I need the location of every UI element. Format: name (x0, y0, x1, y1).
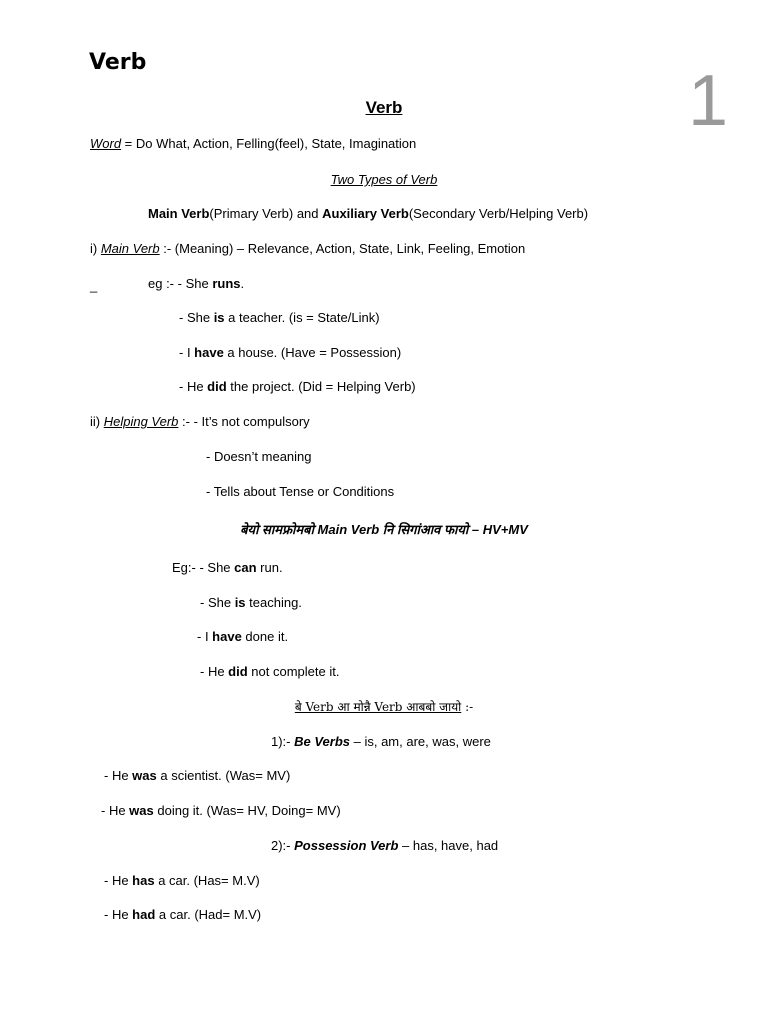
hv-example-3 (197, 629, 288, 645)
example-text: - He (104, 907, 133, 922)
example-text: not complete it. (247, 664, 340, 679)
example-verb: have (212, 629, 242, 644)
be-verbs-line (271, 734, 491, 750)
types-heading: Two Types of Verb (330, 172, 438, 187)
helping-verb-line (90, 414, 310, 430)
example-text: doing it. (Was= HV, Doing= MV) (153, 803, 341, 818)
example-text: - He (104, 768, 133, 783)
example-text: a car. (Had= M.V) (155, 907, 262, 922)
helping-verb-prefix: ii) (90, 414, 104, 429)
main-verb-line (90, 241, 525, 257)
example-text: Eg:- - She (172, 560, 235, 575)
be-verbs-desc: – is, am, are, was, were (350, 734, 491, 749)
example-text: - I (179, 345, 195, 360)
main-verb-label: Main Verb (148, 206, 210, 221)
main-example-1 (148, 276, 244, 292)
main-example-3 (179, 345, 401, 361)
example-verb: is (234, 595, 246, 610)
header-title: Verb (89, 50, 147, 75)
example-verb: was (132, 768, 157, 783)
helping-verb-desc: :- - It’s not compulsory (178, 414, 310, 429)
definition-text: = Do What, Action, Felling(feel), State, Imagination (121, 136, 417, 151)
example-text: done it. (241, 629, 289, 644)
possession-line (271, 838, 498, 854)
example-verb: is (213, 310, 225, 325)
example-text: the project. (Did = Helping Verb) (226, 379, 416, 394)
definition-term: Word (90, 136, 122, 151)
bodo-note: बेयो सामफ्रोमबो Main Verb नि सिगांआव फायो – HV+MV (240, 522, 528, 537)
example-text: teaching. (245, 595, 302, 610)
example-text: - I (197, 629, 213, 644)
document-title: Verb (365, 98, 403, 117)
example-text: - He (179, 379, 208, 394)
possession-example-2 (104, 907, 261, 923)
types-line (148, 206, 588, 222)
example-verb: runs (212, 276, 241, 291)
aux-verb-label: Auxiliary Verb (322, 206, 409, 221)
example-verb: had (132, 907, 156, 922)
example-text: - He (101, 803, 130, 818)
main-verb-term: Main Verb (100, 241, 160, 256)
hv-example-1 (172, 560, 283, 576)
example-text: a scientist. (Was= MV) (156, 768, 291, 783)
possession-example-1 (104, 873, 260, 889)
example-text: a teacher. (is = State/Link) (224, 310, 380, 325)
hv-example-4 (200, 664, 339, 680)
helping-point-3: - Tells about Tense or Conditions (206, 484, 395, 499)
example-text: - He (104, 873, 133, 888)
be-example-1 (104, 768, 290, 784)
example-verb: has (132, 873, 155, 888)
example-text: a house. (Have = Possession) (223, 345, 402, 360)
example-text: a car. (Has= M.V) (154, 873, 260, 888)
main-verb-desc: (Primary Verb) and (209, 206, 323, 221)
main-example-2 (179, 310, 380, 326)
helping-verb-term: Helping Verb (103, 414, 179, 429)
possession-desc: – has, have, had (398, 838, 499, 853)
main-verb-desc-text: :- (Meaning) – Relevance, Action, State, Link, Feeling, Emotion (159, 241, 526, 256)
possession-label: Possession Verb (294, 838, 399, 853)
hv-example-2 (200, 595, 302, 611)
subheading-text: बे Verb आ मोन्नै Verb आबबो जायो (294, 700, 462, 714)
example-text: - She (200, 595, 235, 610)
be-example-2 (101, 803, 341, 819)
example-text: . (240, 276, 245, 291)
example-text: run. (256, 560, 283, 575)
example-text: - She (179, 310, 214, 325)
example-verb: did (228, 664, 248, 679)
example-verb: can (234, 560, 257, 575)
subheading-suffix: :- (461, 700, 474, 714)
example-verb: have (194, 345, 224, 360)
helping-point-2: - Doesn’t meaning (206, 449, 312, 464)
page-number: 1 (688, 61, 729, 141)
example-verb: was (129, 803, 154, 818)
aux-verb-desc: (Secondary Verb/Helping Verb) (408, 206, 589, 221)
example-verb: did (207, 379, 227, 394)
margin-marker: _ (90, 278, 98, 293)
definition-line (90, 136, 416, 152)
be-verbs-prefix: 1):- (271, 734, 295, 749)
example-text: eg :- - She (148, 276, 213, 291)
subheading (0, 699, 768, 715)
possession-prefix: 2):- (271, 838, 295, 853)
main-example-4 (179, 379, 416, 395)
be-verbs-label: Be Verbs (294, 734, 351, 749)
example-text: - He (200, 664, 229, 679)
main-verb-prefix: i) (90, 241, 101, 256)
